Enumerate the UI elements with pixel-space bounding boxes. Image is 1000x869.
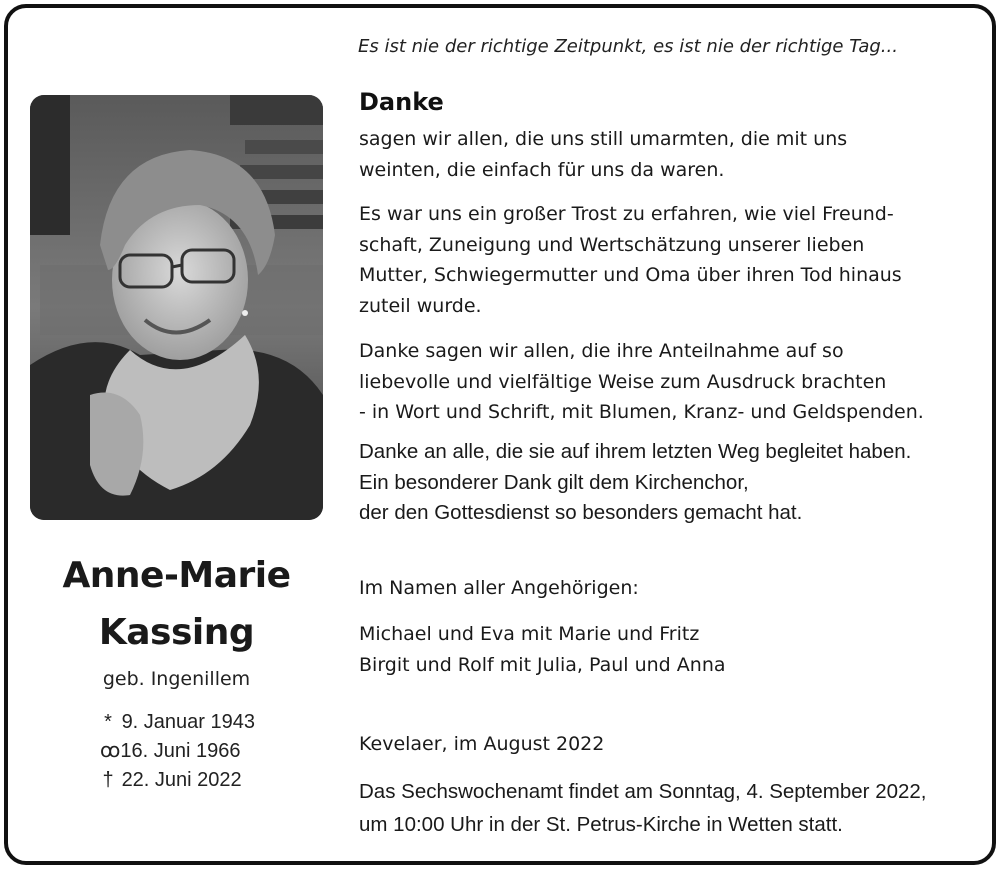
text-line: sagen wir allen, die uns still umarmten, die mit uns bbox=[359, 128, 848, 150]
thanks-heading: Danke bbox=[359, 88, 444, 116]
service-line: Das Sechswochenamt findet am Sonntag, 4. September 2022, bbox=[359, 780, 927, 803]
text-line: Ein besonderer Dank gilt dem Kirchenchor, bbox=[359, 470, 749, 494]
paragraph-3 bbox=[359, 336, 924, 428]
birth-date-text: 9. Januar 1943 bbox=[121, 711, 255, 733]
text-line: Mutter, Schwiegermutter und Oma über ihren Tod hinaus bbox=[359, 264, 902, 286]
birth-date bbox=[100, 708, 255, 737]
service-info bbox=[359, 775, 927, 841]
death-date-text: 22. Juni 2022 bbox=[121, 769, 242, 791]
text-line: zuteil wurde. bbox=[359, 294, 482, 317]
text-line: Es war uns ein großer Trost zu erfahren, wie viel Freund- bbox=[359, 203, 894, 225]
paragraph-4 bbox=[359, 437, 911, 529]
text-line: schaft, Zuneigung und Wertschätzung unserer lieben bbox=[359, 233, 865, 256]
marriage-date-text: 16. Juni 1966 bbox=[120, 740, 241, 762]
life-dates bbox=[100, 708, 255, 795]
service-line: um 10:00 Uhr in der St. Petrus-Kirche in Wetten statt. bbox=[359, 813, 843, 836]
signature-intro: Im Namen aller Angehörigen: bbox=[359, 577, 639, 599]
cross-icon: † bbox=[102, 769, 114, 791]
portrait-photo bbox=[30, 95, 323, 520]
paragraph-1 bbox=[359, 124, 847, 185]
place-date: Kevelaer, im August 2022 bbox=[359, 733, 605, 755]
marriage-date bbox=[100, 737, 255, 766]
text-line: der den Gottesdienst so besonders gemacht hat. bbox=[359, 501, 803, 524]
deceased-first-name: Anne-Marie bbox=[62, 555, 291, 596]
text-line: Danke an alle, die sie auf ihrem letzten Weg begleitet haben. bbox=[359, 440, 912, 463]
text-line: Danke sagen wir allen, die ihre Anteilnahme auf so bbox=[359, 340, 844, 362]
paragraph-2 bbox=[359, 199, 902, 321]
portrait-image bbox=[30, 95, 323, 520]
text-line: - in Wort und Schrift, mit Blumen, Kranz- und Geldspenden. bbox=[359, 401, 924, 423]
death-date bbox=[100, 766, 255, 795]
text-line: weinten, die einfach für uns da waren. bbox=[359, 158, 725, 181]
opening-quote: Es ist nie der richtige Zeitpunkt, es ist nie der richtige Tag... bbox=[358, 36, 898, 57]
star-symbol: * bbox=[104, 711, 112, 733]
family-line: Michael und Eva mit Marie und Fritz bbox=[359, 623, 700, 645]
deceased-last-name: Kassing bbox=[98, 612, 255, 653]
text-line: liebevolle und vielfältige Weise zum Ausdruck brachten bbox=[359, 370, 887, 393]
birth-name: geb. Ingenillem bbox=[102, 668, 251, 690]
marriage-rings-icon: ꝏ bbox=[100, 740, 121, 762]
family-line: Birgit und Rolf mit Julia, Paul und Anna bbox=[359, 654, 726, 676]
family-names bbox=[359, 619, 726, 681]
